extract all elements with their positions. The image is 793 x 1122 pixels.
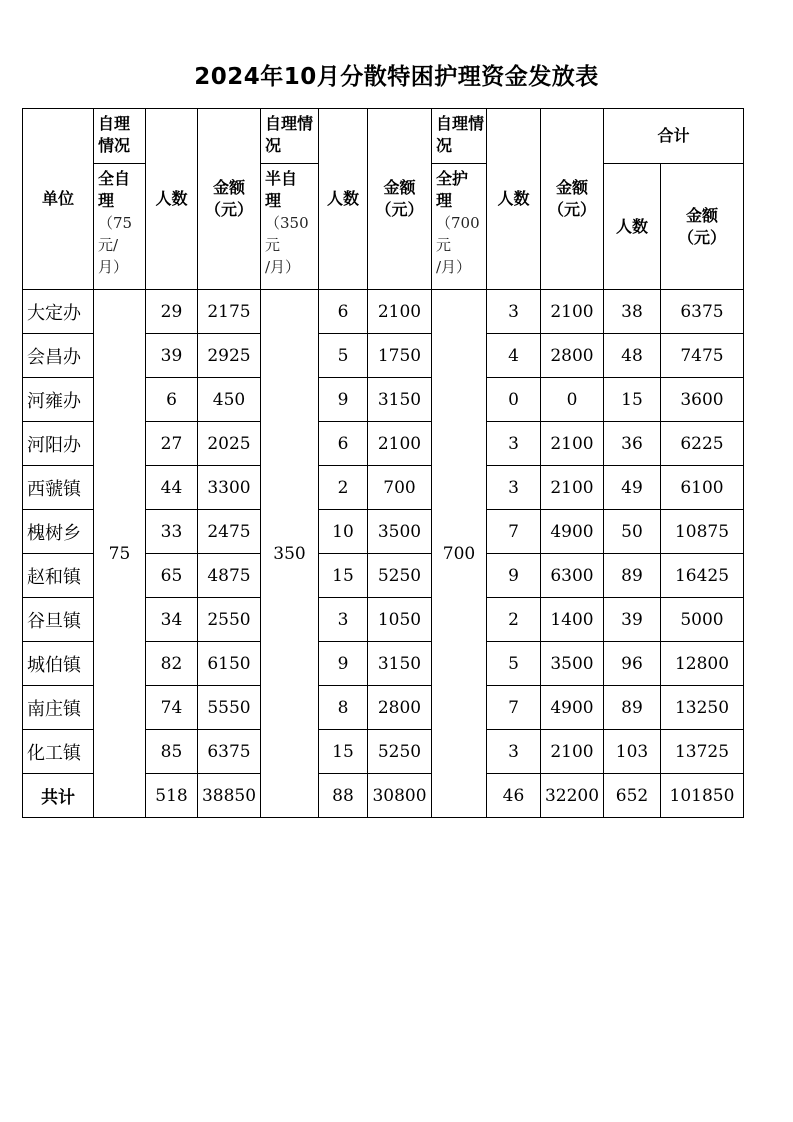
amount-half-self: 700 [368, 466, 432, 510]
amount-total: 13725 [661, 730, 744, 774]
header-unit [23, 109, 94, 290]
amount-full-self: 2175 [198, 290, 261, 334]
amount-full-self: 3300 [198, 466, 261, 510]
amount-full-self: 450 [198, 378, 261, 422]
header-amount-3 [541, 109, 604, 290]
amount-total: 3600 [661, 378, 744, 422]
count-full-care: 2 [487, 598, 541, 642]
header-total-count [604, 164, 661, 290]
amount-full-care: 2800 [541, 334, 604, 378]
totals-label: 共计 [23, 774, 94, 818]
count-half-self: 9 [319, 378, 368, 422]
total-count-half-self: 88 [319, 774, 368, 818]
amount-full-care: 2100 [541, 422, 604, 466]
header-self-care-1 [94, 109, 146, 164]
amount-full-self: 2550 [198, 598, 261, 642]
count-total: 103 [604, 730, 661, 774]
count-full-self: 29 [146, 290, 198, 334]
amount-half-self: 1750 [368, 334, 432, 378]
count-full-self: 82 [146, 642, 198, 686]
amount-total: 16425 [661, 554, 744, 598]
count-total: 89 [604, 554, 661, 598]
count-half-self: 6 [319, 290, 368, 334]
unit-cell: 赵和镇 [23, 554, 94, 598]
count-full-care: 3 [487, 290, 541, 334]
header-total [604, 109, 744, 164]
amount-total: 6100 [661, 466, 744, 510]
unit-cell: 西虢镇 [23, 466, 94, 510]
count-half-self: 3 [319, 598, 368, 642]
count-total: 15 [604, 378, 661, 422]
amount-half-self: 1050 [368, 598, 432, 642]
amount-half-self: 3150 [368, 378, 432, 422]
unit-cell: 谷旦镇 [23, 598, 94, 642]
count-label-1: 人数 [155, 189, 188, 208]
total-amount-label-b: （元） [677, 227, 726, 247]
amount-label-2a: 金额 [383, 178, 416, 197]
unit-cell: 河雍办 [23, 378, 94, 422]
count-full-self: 27 [146, 422, 198, 466]
amount-full-care: 3500 [541, 642, 604, 686]
header-self-care-3 [432, 109, 487, 164]
standard-full-care: 700 [432, 290, 487, 818]
count-total: 96 [604, 642, 661, 686]
rate-3-line3: /月） [436, 258, 472, 276]
header-type-full-self [94, 164, 146, 290]
count-half-self: 9 [319, 642, 368, 686]
amount-full-care: 2100 [541, 730, 604, 774]
header-total-amount [661, 164, 744, 290]
count-full-care: 0 [487, 378, 541, 422]
header-amount-2 [368, 109, 432, 290]
count-full-self: 74 [146, 686, 198, 730]
count-full-care: 3 [487, 730, 541, 774]
amount-full-self: 2475 [198, 510, 261, 554]
amount-total: 13250 [661, 686, 744, 730]
amount-label-1a: 金额 [212, 178, 245, 197]
total-count-full-self: 518 [146, 774, 198, 818]
amount-full-self: 4875 [198, 554, 261, 598]
amount-full-care: 2100 [541, 466, 604, 510]
total-amount-half-self: 30800 [368, 774, 432, 818]
header-self-care-2 [261, 109, 319, 164]
amount-full-self: 2925 [198, 334, 261, 378]
self-care-label-3: 自理情况 [436, 114, 485, 155]
amount-half-self: 2100 [368, 290, 432, 334]
total-amount-label-a: 金额 [685, 205, 718, 225]
count-full-care: 5 [487, 642, 541, 686]
count-full-care: 7 [487, 510, 541, 554]
amount-full-self: 2025 [198, 422, 261, 466]
count-full-self: 33 [146, 510, 198, 554]
count-total: 49 [604, 466, 661, 510]
count-full-self: 39 [146, 334, 198, 378]
rate-2-line2: 元 [265, 236, 281, 254]
unit-cell: 化工镇 [23, 730, 94, 774]
rate-2-line1: （350 [265, 214, 309, 232]
amount-total: 12800 [661, 642, 744, 686]
count-half-self: 6 [319, 422, 368, 466]
amount-half-self: 3150 [368, 642, 432, 686]
header-type-half-self [261, 164, 319, 290]
rate-3-line1: （700 [436, 214, 480, 232]
type-3-line1: 全护 [436, 169, 469, 188]
grand-total-count: 652 [604, 774, 661, 818]
type-1-line1: 全自 [98, 169, 131, 188]
header-count-2 [319, 109, 368, 290]
count-total: 39 [604, 598, 661, 642]
count-full-care: 3 [487, 466, 541, 510]
total-amount-full-self: 38850 [198, 774, 261, 818]
amount-half-self: 3500 [368, 510, 432, 554]
amount-total: 7475 [661, 334, 744, 378]
amount-label-1b: （元） [204, 200, 253, 219]
count-half-self: 15 [319, 730, 368, 774]
count-total: 48 [604, 334, 661, 378]
count-full-self: 44 [146, 466, 198, 510]
amount-full-self: 5550 [198, 686, 261, 730]
amount-half-self: 2800 [368, 686, 432, 730]
unit-cell: 会昌办 [23, 334, 94, 378]
rate-1-line1: （75 [98, 214, 133, 232]
type-3-line2: 理 [436, 191, 453, 210]
header-count-1 [146, 109, 198, 290]
header-amount-1 [198, 109, 261, 290]
amount-full-care: 0 [541, 378, 604, 422]
amount-total: 10875 [661, 510, 744, 554]
table-row [23, 290, 744, 334]
header-unit-label: 单位 [41, 189, 74, 208]
amount-full-care: 4900 [541, 686, 604, 730]
count-label-3: 人数 [497, 189, 530, 208]
amount-total: 5000 [661, 598, 744, 642]
rate-1-line2: 元/ [98, 236, 119, 254]
count-label-2: 人数 [326, 189, 359, 208]
amount-full-care: 2100 [541, 290, 604, 334]
unit-cell: 大定办 [23, 290, 94, 334]
count-full-self: 85 [146, 730, 198, 774]
standard-full-self: 75 [94, 290, 146, 818]
self-care-label-1: 自理情况 [98, 114, 131, 155]
rate-2-line3: /月） [265, 258, 301, 276]
grand-total-amount: 101850 [661, 774, 744, 818]
count-total: 38 [604, 290, 661, 334]
rate-3-line2: 元 [436, 236, 452, 254]
amount-half-self: 5250 [368, 730, 432, 774]
standard-half-self: 350 [261, 290, 319, 818]
count-full-care: 4 [487, 334, 541, 378]
rate-1-line3: 月） [98, 258, 129, 276]
header-count-3 [487, 109, 541, 290]
total-label: 合计 [657, 126, 690, 145]
amount-label-2b: （元） [375, 200, 424, 219]
amount-full-care: 4900 [541, 510, 604, 554]
page-title: 2024年10月分散特困护理资金发放表 [194, 64, 599, 90]
count-total: 50 [604, 510, 661, 554]
count-half-self: 15 [319, 554, 368, 598]
count-full-self: 6 [146, 378, 198, 422]
type-2-line2: 理 [265, 191, 282, 210]
disbursement-table [22, 108, 744, 818]
count-full-care: 7 [487, 686, 541, 730]
count-total: 36 [604, 422, 661, 466]
amount-full-self: 6375 [198, 730, 261, 774]
header-row-top [23, 109, 744, 164]
count-half-self: 10 [319, 510, 368, 554]
unit-cell: 河阳办 [23, 422, 94, 466]
total-amount-full-care: 32200 [541, 774, 604, 818]
count-full-care: 3 [487, 422, 541, 466]
amount-total: 6375 [661, 290, 744, 334]
unit-cell: 槐树乡 [23, 510, 94, 554]
amount-full-care: 1400 [541, 598, 604, 642]
amount-total: 6225 [661, 422, 744, 466]
type-2-line1: 半自 [265, 169, 298, 188]
unit-cell: 南庄镇 [23, 686, 94, 730]
type-1-line2: 理 [98, 191, 115, 210]
count-full-self: 65 [146, 554, 198, 598]
count-full-self: 34 [146, 598, 198, 642]
count-half-self: 5 [319, 334, 368, 378]
amount-full-self: 6150 [198, 642, 261, 686]
count-total: 89 [604, 686, 661, 730]
amount-label-3a: 金额 [555, 178, 588, 197]
count-half-self: 2 [319, 466, 368, 510]
total-count-full-care: 46 [487, 774, 541, 818]
self-care-label-2: 自理情况 [265, 114, 314, 155]
header-type-full-care [432, 164, 487, 290]
count-full-care: 9 [487, 554, 541, 598]
total-count-label: 人数 [615, 216, 648, 236]
unit-cell: 城伯镇 [23, 642, 94, 686]
amount-full-care: 6300 [541, 554, 604, 598]
amount-half-self: 5250 [368, 554, 432, 598]
amount-label-3b: （元） [547, 200, 596, 219]
count-half-self: 8 [319, 686, 368, 730]
amount-half-self: 2100 [368, 422, 432, 466]
